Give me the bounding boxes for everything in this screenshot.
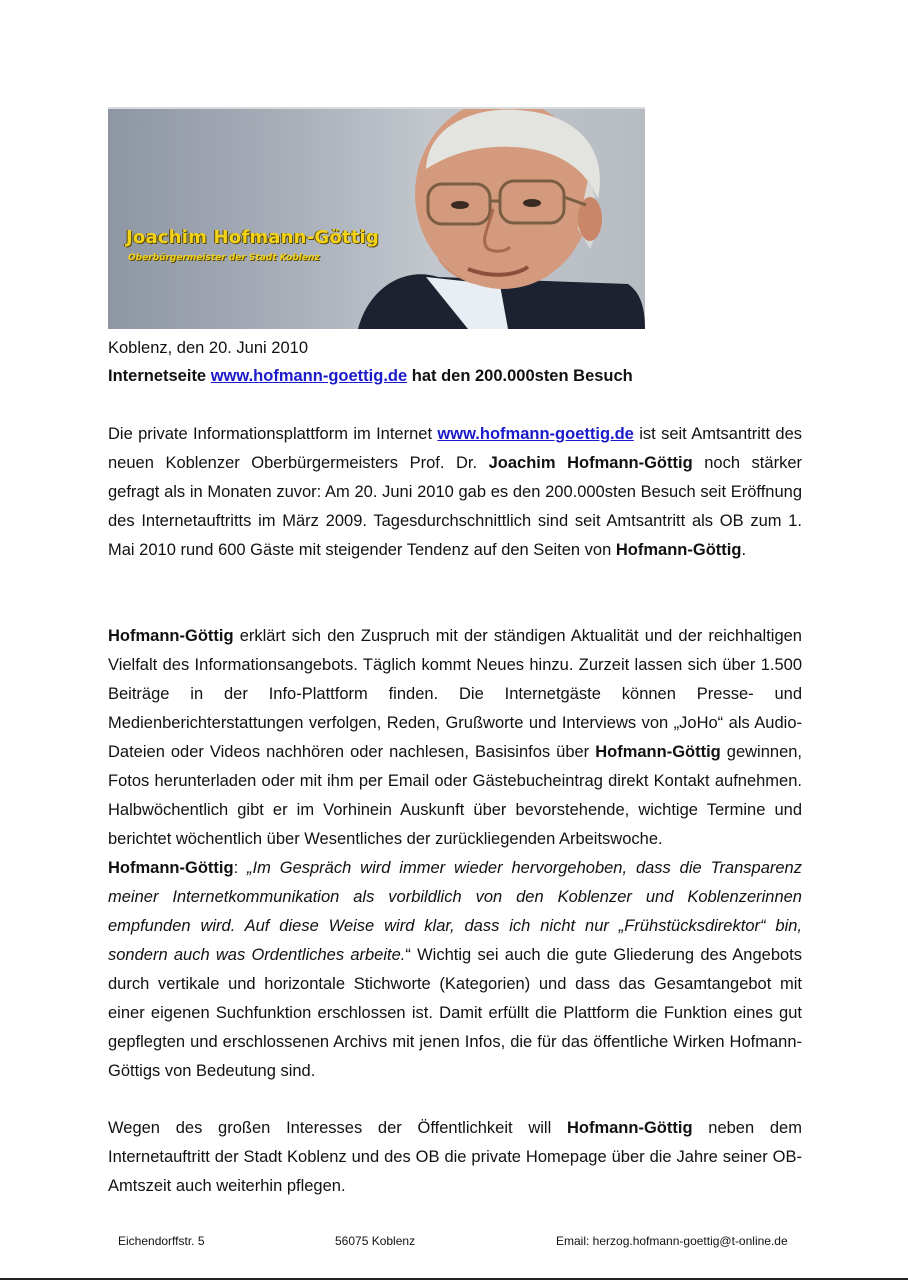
paragraph-text: . [741,541,747,559]
paragraph-3 [108,1114,802,1201]
paragraph-text: erklärt sich den Zuspruch mit der ständigen Aktualität und der reichhaltigen Vielfalt des Informationsangebots. Täglich kommt Neues hinzu. Zurzeit lassen sich über 1.500 Beiträge in der Info-Plattform finden. Die Internetgäste können Presse- und Medienberichterstattungen verfolgen, Reden, Grußworte und Interviews von „JoHo“ als Audio-Dateien oder Videos nachhören oder nachlesen, Basisinfos über [108,627,802,761]
paragraph-text: Wegen des großen Interesses der Öffentlichkeit will [108,1119,567,1137]
paragraph-text: : [233,859,248,877]
header-banner [108,107,645,329]
website-link-body[interactable]: www.hofmann-goettig.de [437,425,634,443]
portrait-image [108,109,645,329]
paragraph-text: gewinnen, Fotos herunterladen oder mit ihm per Email oder Gästebucheintrag direkt Kontakt aufnehmen. Halbwöchentlich gibt er im Vorhinein Auskunft über bevorstehende, wichtige Termine und berichtet wöchentlich über Wesentliches der zurückliegenden Arbeitswoche. [108,743,803,848]
banner-subtitle: Oberbürgermeister der Stadt Koblenz [128,253,320,263]
person-name: Hofmann-Göttig [108,859,234,877]
paragraph-1 [108,420,802,565]
paragraph-text: neben dem Internetauftritt der Stadt Koblenz und des OB die private Homepage über die Jahre seiner OB-Amtszeit auch weiterhin pflegen. [108,1119,802,1195]
footer-email: Email: herzog.hofmann-goettig@t-online.de [556,1234,788,1248]
person-name: Hofmann-Göttig [566,1119,693,1137]
footer-divider [0,1278,908,1280]
headline [108,362,802,391]
dateline: Koblenz, den 20. Juni 2010 [108,339,308,357]
footer-city: 56075 Koblenz [335,1234,416,1248]
headline-text-end: hat den 200.000sten Besuch [407,367,633,385]
banner-name: Joachim Hofmann-Göttig [126,227,379,248]
paragraph-text: ist seit Amtsantritt des neuen Koblenzer Oberbürgermeisters Prof. Dr. [108,425,802,472]
website-link[interactable]: www.hofmann-goettig.de [210,367,408,385]
person-name: Hofmann-Göttig [595,743,721,761]
paragraph-text: Die private Informationsplattform im Internet [108,425,438,443]
quote: „Im Gespräch wird immer wieder hervorgehoben, dass die Transparenz meiner Internetkommunikation als vorbildlich von den Koblenzer und Koblenzerinnen empfunden wird. Auf diese Weise wird klar, dass ich nicht nur „Frühstücksdirektor“ bin, sondern auch was Ordentliches arbeite. [108,859,802,964]
paragraph-2 [108,622,802,1086]
paragraph-text: “ Wichtig sei auch die gute Gliederung des Angebots durch vertikale und horizontale Stichworte (Kategorien) und dass das Gesamtangebot mit einer eigenen Suchfunktion erschlossen ist. Damit erfüllt die Plattform die Funktion eines gut gepflegten und erschlossenen Archivs mit jenen Infos, die für das öffentliche Wirken Hofmann-Göttigs von Bedeutung sind. [108,946,803,1080]
footer-street: Eichendorffstr. 5 [118,1234,205,1248]
person-name: Hofmann-Göttig [615,541,742,559]
person-name: Hofmann-Göttig [108,627,234,645]
paragraph-text: noch stärker gefragt als in Monaten zuvor: Am 20. Juni 2010 gab es den 200.000sten Besuch seit Eröffnung des Internetauftritts im März 2009. Tagesdurchschnittlich sind seit Amtsantritt als OB zum 1. Mai 2010 rund 600 Gäste mit steigender Tendenz auf den Seiten von [108,454,802,559]
person-name: Joachim Hofmann-Göttig [488,454,693,472]
headline-text: Internetseite [108,367,211,385]
